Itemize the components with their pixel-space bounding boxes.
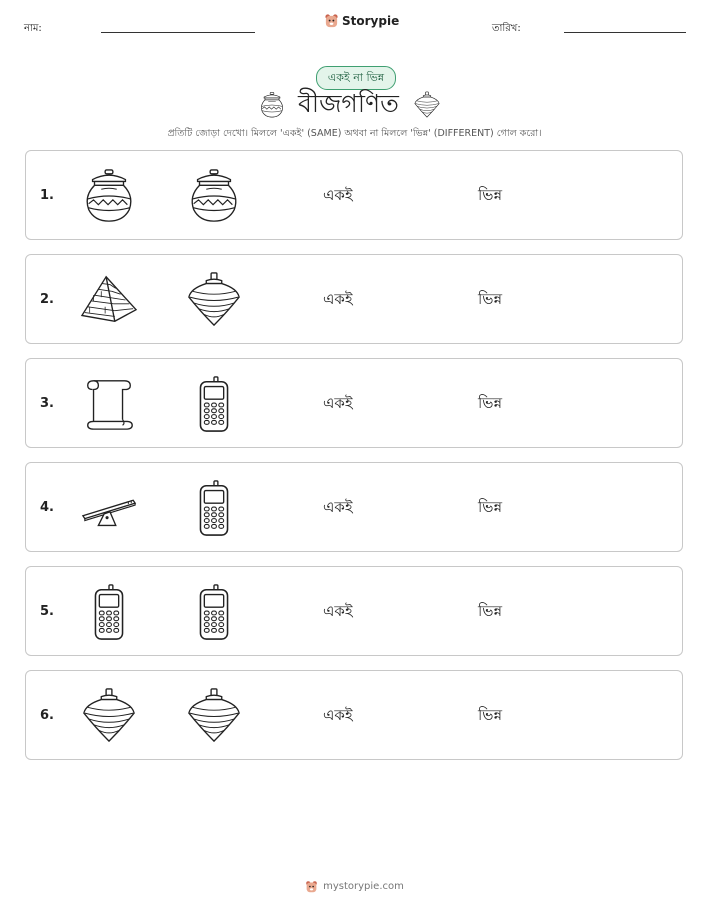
name-label: নাম: (24, 23, 42, 34)
title-row (258, 88, 441, 122)
worksheet-header (0, 0, 709, 50)
option-different[interactable]: ভিন্ন (478, 394, 503, 412)
option-same[interactable]: একই (323, 394, 353, 412)
question-row-2 (25, 254, 683, 344)
seesaw-icon (78, 477, 140, 539)
storypie-mascot-icon (324, 13, 339, 28)
storypie-logo (324, 13, 399, 28)
question-number: 6. (40, 708, 54, 723)
footer-site-link[interactable]: mystorypie.com (323, 881, 404, 892)
scroll-icon (78, 373, 140, 435)
brand-name: Storypie (342, 13, 400, 28)
footer (0, 880, 709, 893)
option-same[interactable]: একই (323, 186, 353, 204)
spinning-top-icon (413, 90, 441, 120)
spinning-top-icon (183, 269, 245, 331)
pot-icon (183, 165, 245, 227)
mobile-phone-icon (183, 581, 245, 643)
page-title: বীজগণিত (298, 88, 399, 118)
question-row-4 (25, 462, 683, 552)
option-same[interactable]: একই (323, 290, 353, 308)
pyramid-icon (78, 269, 140, 331)
question-row-1 (25, 150, 683, 240)
question-number: 3. (40, 396, 54, 411)
worksheet-type-badge: একই না ভিন্ন (316, 66, 396, 90)
spinning-top-icon (183, 685, 245, 747)
option-different[interactable]: ভিন্ন (478, 706, 503, 724)
question-number: 2. (40, 292, 54, 307)
question-number: 5. (40, 604, 54, 619)
instructions: প্রতিটি জোড়া দেখো। মিললে 'একই' (SAME) অথবা না মিললে 'ভিন্ন' (DIFFERENT) গোল করো। (167, 128, 542, 139)
date-field-line[interactable] (564, 32, 686, 33)
option-different[interactable]: ভিন্ন (478, 602, 503, 620)
option-same[interactable]: একই (323, 498, 353, 516)
question-number: 4. (40, 500, 54, 515)
mobile-phone-icon (183, 477, 245, 539)
mobile-phone-icon (183, 373, 245, 435)
pot-icon (258, 90, 286, 120)
mobile-phone-icon (78, 581, 140, 643)
option-same[interactable]: একই (323, 706, 353, 724)
question-row-5 (25, 566, 683, 656)
pot-icon (78, 165, 140, 227)
spinning-top-icon (78, 685, 140, 747)
question-number: 1. (40, 188, 54, 203)
option-different[interactable]: ভিন্ন (478, 290, 503, 308)
storypie-mascot-icon (305, 880, 318, 893)
option-different[interactable]: ভিন্ন (478, 186, 503, 204)
option-different[interactable]: ভিন্ন (478, 498, 503, 516)
option-same[interactable]: একই (323, 602, 353, 620)
question-row-3 (25, 358, 683, 448)
date-label: তারিখ: (492, 23, 521, 34)
name-field-line[interactable] (101, 32, 255, 33)
question-row-6 (25, 670, 683, 760)
